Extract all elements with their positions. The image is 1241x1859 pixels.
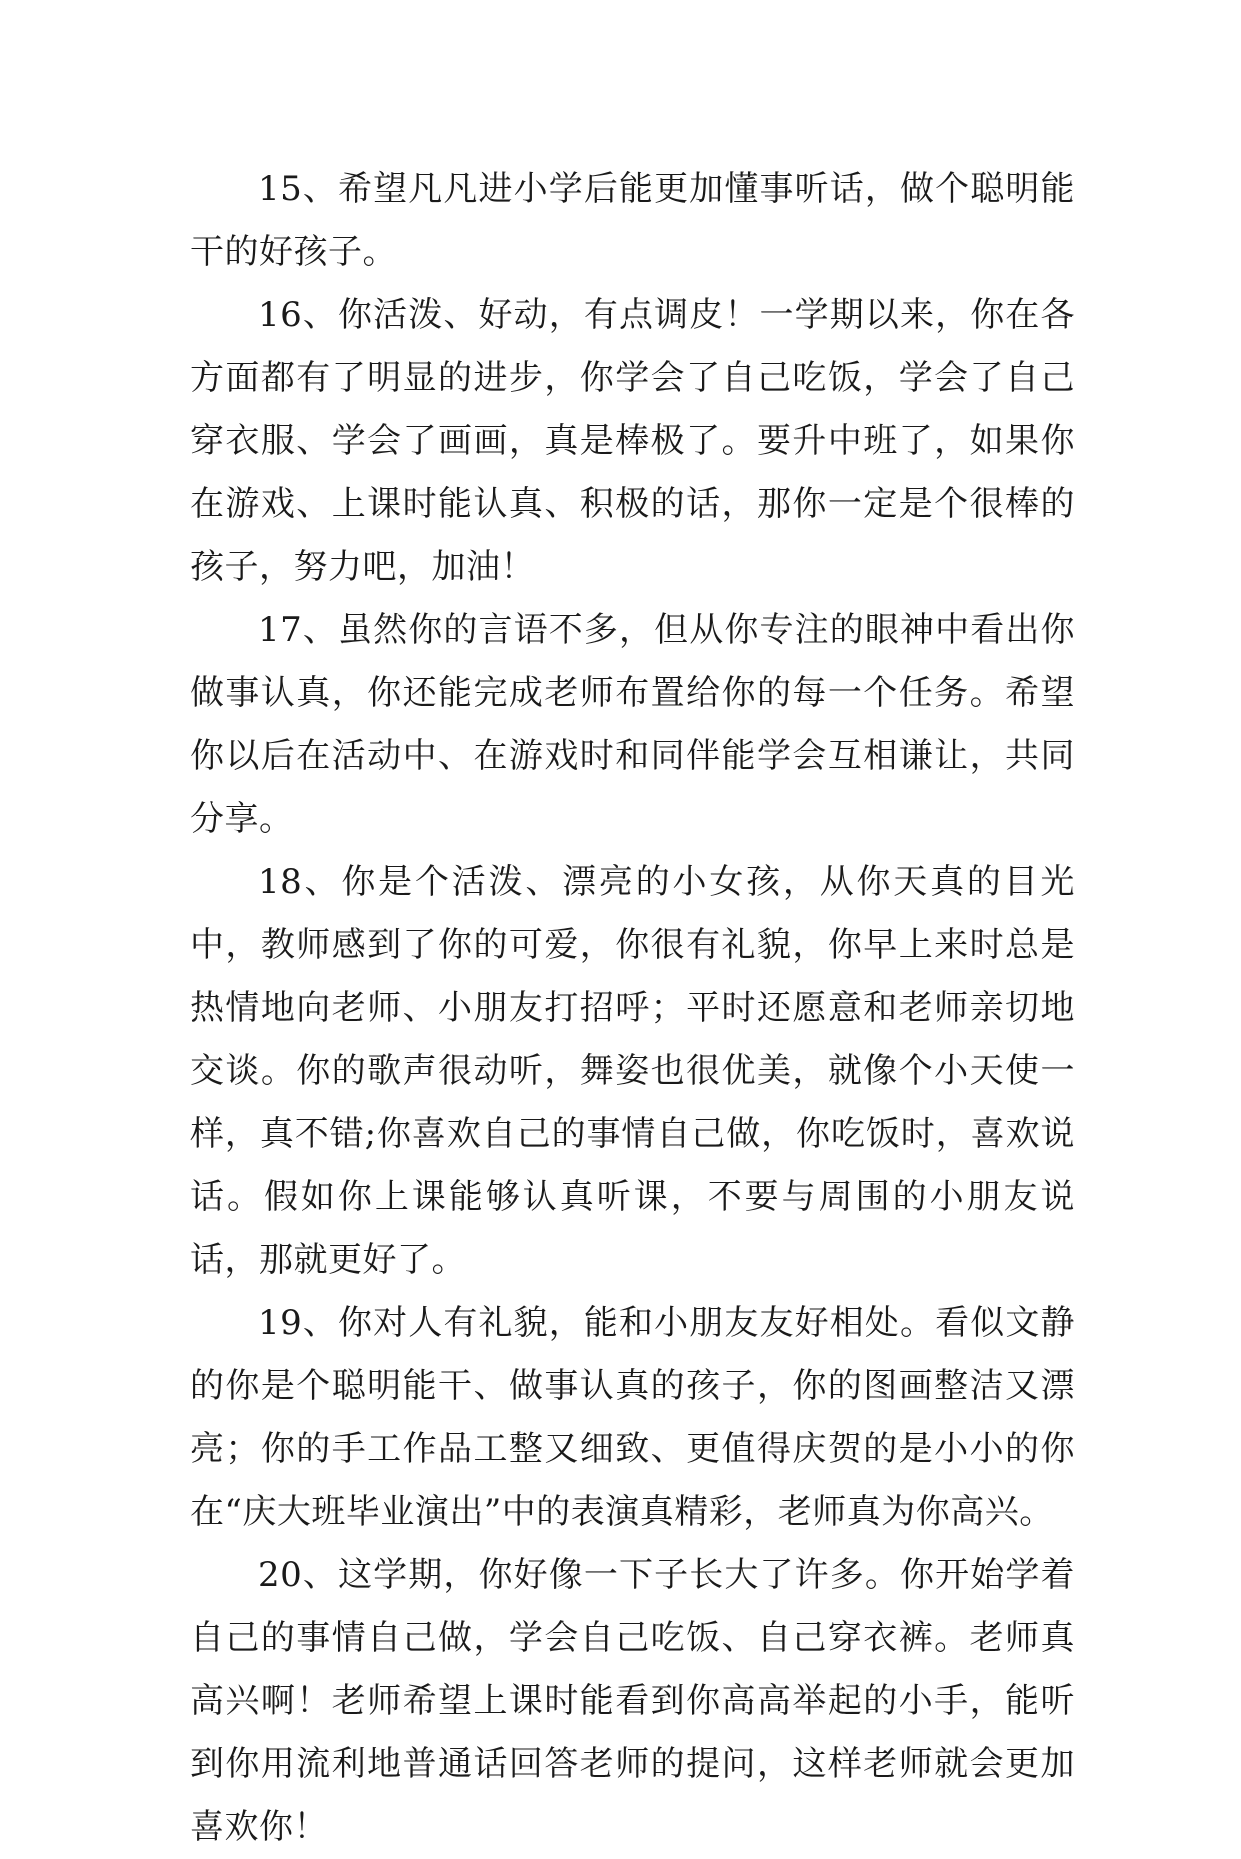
- paragraph-20: 20、这学期，你好像一下子长大了许多。你开始学着自己的事情自己做，学会自己吃饭、自己穿衣裤。老师真高兴啊！老师希望上课时能看到你高高举起的小手，能听到你用流利地普通话回答老师的提问，这样老师就会更加喜欢你！: [190, 1555, 1075, 1847]
- paragraph-19: 19、你对人有礼貌，能和小朋友友好相处。看似文静的你是个聪明能干、做事认真的孩子，你的图画整洁又漂亮；你的手工作品工整又细致、更值得庆贺的是小小的你在“庆大班毕业演出”中的表演真精彩，老师真为你高兴。: [190, 1303, 1075, 1532]
- paragraph-17: 17、虽然你的言语不多，但从你专注的眼神中看出你做事认真，你还能完成老师布置给你的每一个任务。希望你以后在活动中、在游戏时和同伴能学会互相谦让，共同分享。: [190, 610, 1075, 839]
- paragraph-16: 16、你活泼、好动，有点调皮！一学期以来，你在各方面都有了明显的进步，你学会了自己吃饭，学会了自己穿衣服、学会了画画，真是棒极了。要升中班了，如果你在游戏、上课时能认真、积极的话，那你一定是个很棒的孩子，努力吧，加油！: [190, 295, 1075, 587]
- document-body: [190, 158, 1075, 1859]
- paragraph-15: 15、希望凡凡进小学后能更加懂事听话，做个聪明能干的好孩子。: [190, 169, 1075, 272]
- paragraph-18: 18、你是个活泼、漂亮的小女孩，从你天真的目光中，教师感到了你的可爱，你很有礼貌，你早上来时总是热情地向老师、小朋友打招呼；平时还愿意和老师亲切地交谈。你的歌声很动听，舞姿也很优美，就像个小天使一样，真不错;你喜欢自己的事情自己做，你吃饭时，喜欢说话。假如你上课能够认真听课，不要与周围的小朋友说话，那就更好了。: [190, 862, 1075, 1280]
